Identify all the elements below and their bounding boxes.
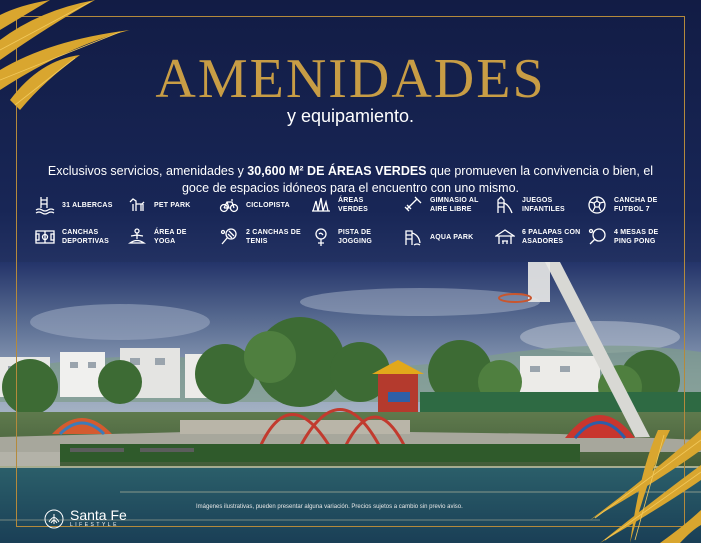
- palapa-icon: [494, 226, 516, 248]
- disclaimer: Imágenes ilustrativas, pueden presentar alguna variación. Precios sujetos a cambio sin previo aviso.: [196, 504, 463, 510]
- intro-before: Exclusivos servicios, amenidades y: [47, 163, 248, 178]
- amenity-label: JUEGOS INFANTILES: [522, 197, 565, 213]
- brand-tag: LIFESTYLE: [70, 522, 119, 528]
- intro-after: que promueven la convivencia o bien, el goce de espacios idóneos para el encuentro con uno mismo.: [181, 163, 654, 195]
- amenity-label: 6 PALAPAS CON ASADORES: [522, 229, 581, 245]
- amenity-label: AQUA PARK: [430, 233, 474, 241]
- amenity-item: [218, 224, 310, 250]
- amenity-item: [34, 192, 126, 218]
- brand-text: [70, 508, 127, 529]
- amenity-item: [586, 192, 678, 218]
- pool-icon: [34, 194, 56, 216]
- amenity-label: CANCHAS DEPORTIVAS: [62, 229, 109, 245]
- soccer-ball-icon: [586, 194, 608, 216]
- brand-name: Santa Fe: [70, 507, 127, 523]
- amenity-item: [402, 192, 494, 218]
- aqua-park-icon: [402, 226, 424, 248]
- amenity-item: [126, 192, 218, 218]
- grass-icon: [310, 194, 332, 216]
- playground-icon: [494, 194, 516, 216]
- amenity-label: ÁREA DE YOGA: [154, 229, 187, 245]
- amenity-item: [494, 224, 586, 250]
- amenity-label: ÁREAS VERDES: [338, 197, 368, 213]
- amenity-label: 4 MESAS DE PING PONG: [614, 229, 659, 245]
- palm-leaf-top-left: [0, 0, 140, 110]
- page-subtitle: y equipamiento.: [286, 106, 415, 126]
- brand-mark-icon: [44, 509, 64, 529]
- dumbbell-icon: [402, 194, 424, 216]
- amenity-item: [310, 224, 402, 250]
- amenity-item: [126, 224, 218, 250]
- intro-highlight: 30,600 M² DE ÁREAS VERDES: [247, 163, 427, 178]
- amenity-label: CICLOPISTA: [246, 201, 290, 209]
- page-title: AMENIDADES: [155, 48, 546, 110]
- amenity-item: [218, 192, 310, 218]
- palm-leaf-bottom-right: [570, 430, 701, 543]
- bicycle-icon: [218, 194, 240, 216]
- amenity-item: [494, 192, 586, 218]
- jogging-icon: [310, 226, 332, 248]
- amenity-item: [402, 224, 494, 250]
- amenity-label: 31 ALBERCAS: [62, 201, 113, 209]
- amenity-item: [310, 192, 402, 218]
- amenities-grid: [34, 192, 674, 252]
- amenity-item: [34, 224, 126, 250]
- amenity-label: PISTA DE JOGGING: [338, 229, 373, 245]
- ping-pong-icon: [586, 226, 608, 248]
- dog-icon: [126, 194, 148, 216]
- yoga-icon: [126, 226, 148, 248]
- amenity-item: [586, 224, 678, 250]
- santa-fe-logo: [44, 508, 127, 529]
- amenity-label: GIMNASIO AL AIRE LIBRE: [430, 197, 479, 213]
- amenity-label: 2 CANCHAS DE TENIS: [246, 229, 301, 245]
- amenity-label: PET PARK: [154, 201, 191, 209]
- amenity-label: CANCHA DE FUTBOL 7: [614, 197, 658, 213]
- tennis-icon: [218, 226, 240, 248]
- court-icon: [34, 226, 56, 248]
